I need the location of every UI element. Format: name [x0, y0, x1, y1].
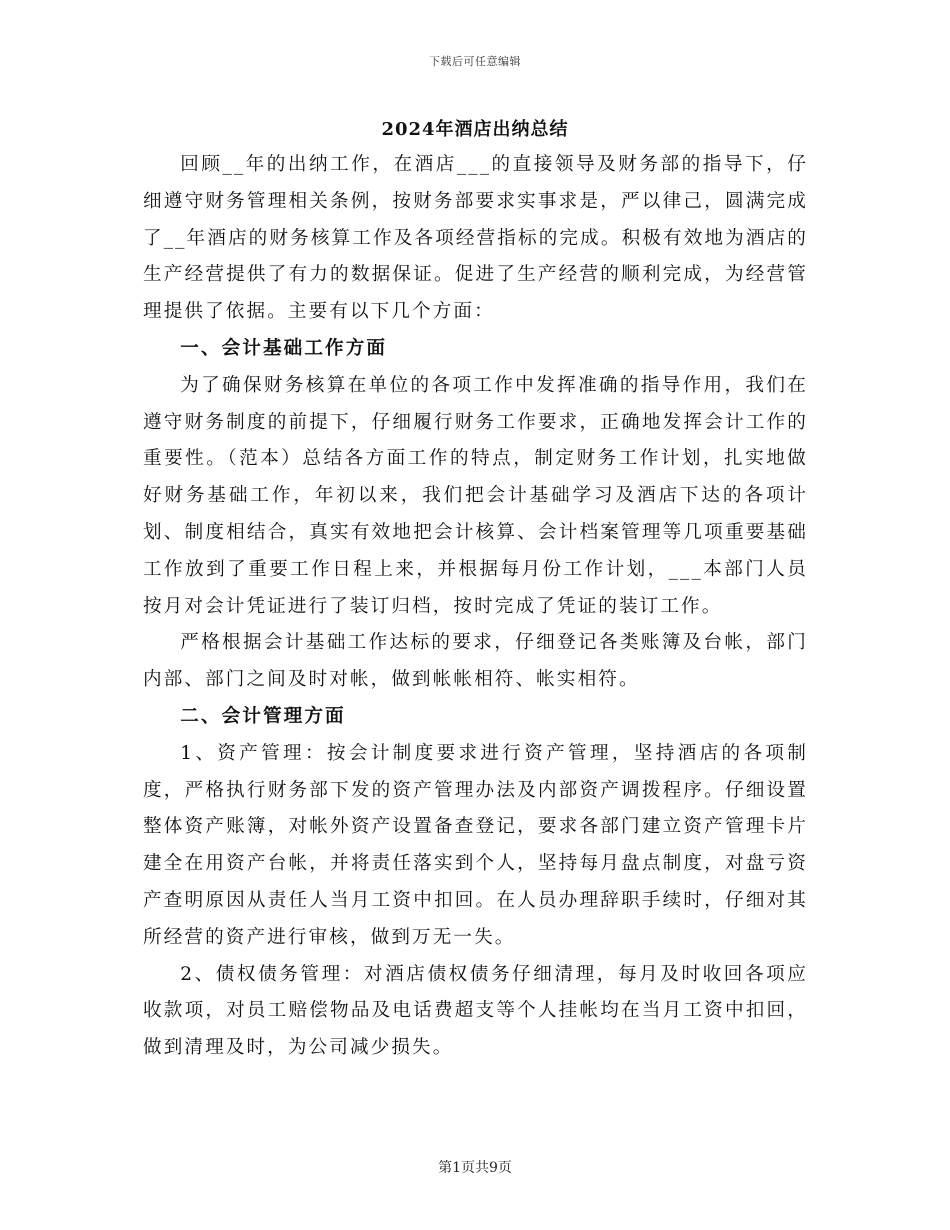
- header-note: 下载后可任意编辑: [429, 55, 521, 68]
- section1-paragraph-1: 为了确保财务核算在单位的各项工作中发挥准确的指导作用，我们在遵守财务制度的前提下，仔细履行财务工作要求，正确地发挥会计工作的重要性。（范本）总结各方面工作的特点，制定财务工作计划，扎实地做好财务基础工作，年初以来，我们把会计基础学习及酒店下达的各项计划、制度相结合，真实有效地把会计核算、会计档案管理等几项重要基础工作放到了重要工作日程上来，并根据每月份工作计划，___本部门人员按月对会计凭证进行了装订归档，按时完成了凭证的装订工作。: [143, 374, 808, 617]
- document-title: 2024年酒店出纳总结: [381, 119, 569, 140]
- document-body: [143, 147, 808, 1067]
- intro-paragraph: 回顾__年的出纳工作，在酒店___的直接领导及财务部的指导下，仔细遵守财务管理相关条例，按财务部要求实事求是，严以律己，圆满完成了__年酒店的财务核算工作及各项经营指标的完成。积极有效地为酒店的生产经营提供了有力的数据保证。促进了生产经营的顺利完成，为经营管理提供了依据。主要有以下几个方面：: [143, 154, 808, 323]
- section2-paragraph-2: 2、债权债务管理：对酒店债权债务仔细清理，每月及时收回各项应收款项，对员工赔偿物品及电话费超支等个人挂帐均在当月工资中扣回，做到清理及时，为公司减少损失。: [143, 963, 808, 1059]
- section1-paragraph-2: 严格根据会计基础工作达标的要求，仔细登记各类账簿及台帐，部门内部、部门之间及时对帐，做到帐帐相符、帐实相符。: [143, 632, 808, 691]
- section2-paragraph-1: 1、资产管理：按会计制度要求进行资产管理，坚持酒店的各项制度，严格执行财务部下发的资产管理办法及内部资产调拨程序。仔细设置整体资产账簿，对帐外资产设置备查登记，要求各部门建立资产管理卡片建全在用资产台帐，并将责任落实到个人，坚持每月盘点制度，对盘亏资产查明原因从责任人当月工资中扣回。在人员办理辞职手续时，仔细对其所经营的资产进行审核，做到万无一失。: [143, 742, 808, 948]
- section-heading-accounting-management: 二、会计管理方面: [180, 705, 346, 727]
- page-number: 第1页共9页: [438, 1160, 512, 1176]
- section-heading-accounting-basics: 一、会计基础工作方面: [180, 337, 388, 359]
